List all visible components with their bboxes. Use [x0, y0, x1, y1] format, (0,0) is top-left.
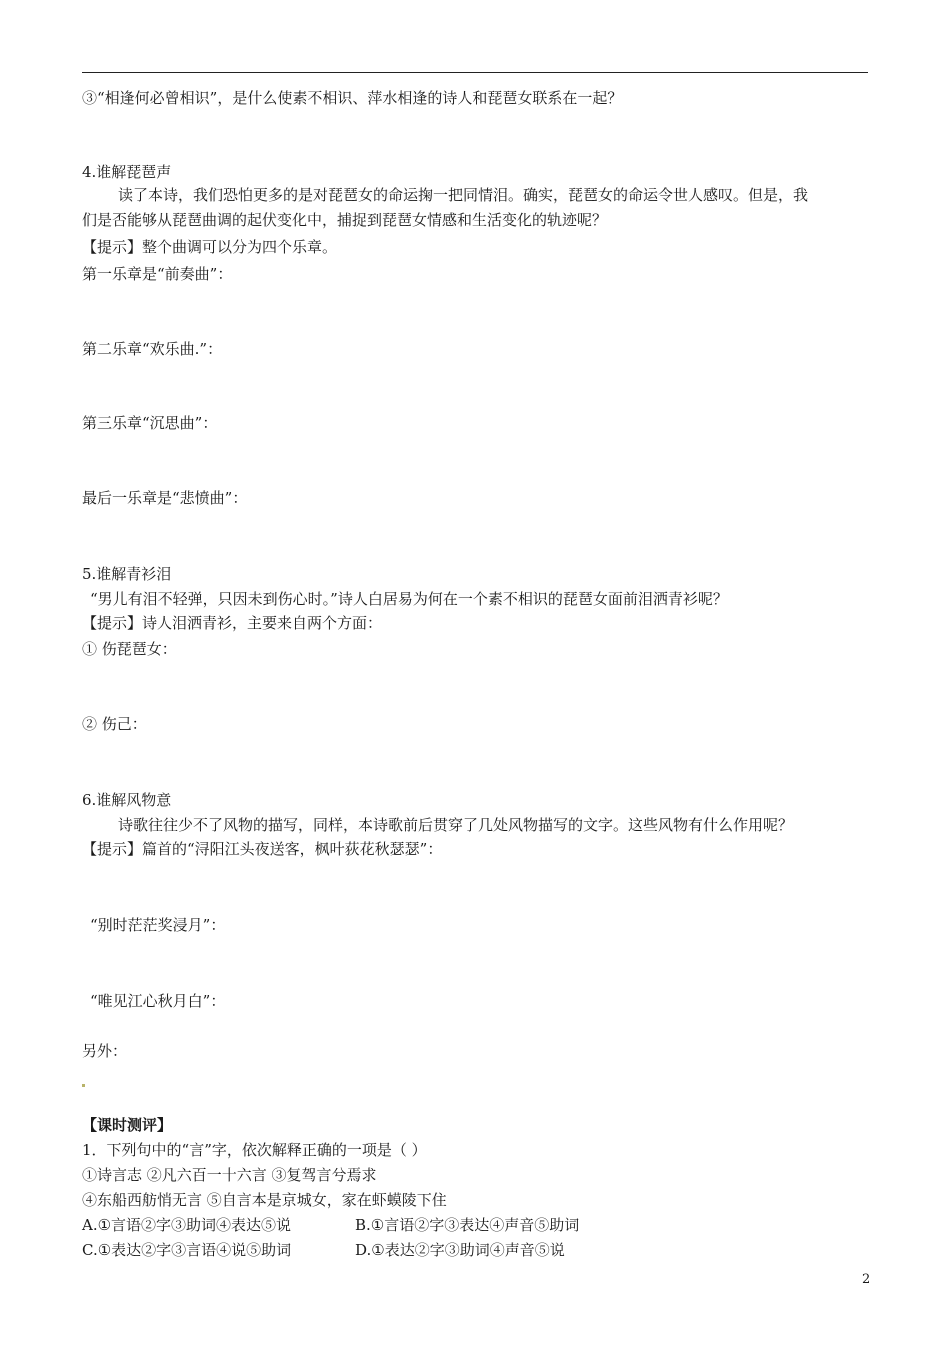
section-5-hint: 【提示】诗人泪洒青衫，主要来自两个方面： — [82, 614, 383, 632]
section-4-title: 4.谁解琵琶声 — [82, 163, 172, 181]
option-b: B.①言语②字③表达④声音⑤助词 — [355, 1216, 580, 1234]
movement-2: 第二乐章“欢乐曲.”： — [82, 340, 223, 358]
section-5-aspect-2: ② 伤己： — [82, 715, 147, 733]
test-heading: 【课时测评】 — [82, 1116, 173, 1134]
question-3: ③“相逢何必曾相识”，是什么使素不相识、萍水相逢的诗人和琵琶女联系在一起？ — [82, 89, 623, 107]
section-5-question: “男儿有泪不轻弹，只因未到伤心时。”诗人白居易为何在一个素不相识的琵琶女面前泪洒青衫呢？ — [90, 590, 728, 608]
section-6-other: 另外： — [82, 1042, 128, 1060]
section-4-hint: 【提示】整个曲调可以分为四个乐章。 — [82, 238, 338, 256]
section-6-quote-a: “别时茫茫奖浸月”： — [90, 916, 226, 934]
section-4-line-1: 读了本诗，我们恐怕更多的是对琵琶女的命运掬一把同情泪。确实，琵琶女的命运令世人感叹。但是，我 — [118, 186, 809, 204]
section-5-title: 5.谁解青衫泪 — [82, 565, 172, 583]
option-a: A.①言语②字③助词④表达⑤说 — [82, 1216, 292, 1234]
test-question-1: 1．下列句中的“言”字，依次解释正确的一项是（ ） — [82, 1141, 427, 1159]
test-sentences-row-2-text: ④东船西舫悄无言 ⑤自言本是京城女，家在虾蟆陵下住 — [82, 1191, 447, 1209]
test-sentences-row-2 — [82, 1190, 447, 1210]
movement-1: 第一乐章是“前奏曲”： — [82, 265, 233, 283]
page-number: 2 — [862, 1272, 871, 1287]
header-rule — [82, 72, 868, 73]
section-4-line-2: 们是否能够从琵琶曲调的起伏变化中，捕捉到琵琶女情感和生活变化的轨迹呢？ — [82, 211, 608, 229]
section-6-quote-b: “唯见江心秋月白”： — [90, 992, 226, 1010]
option-c: C.①表达②字③言语④说⑤助词 — [82, 1241, 292, 1259]
section-6-title: 6.谁解风物意 — [82, 791, 172, 809]
movement-3: 第三乐章“沉思曲”： — [82, 414, 218, 432]
stray-mark — [82, 1084, 85, 1087]
section-6-question: 诗歌往往少不了风物的描写，同样，本诗歌前后贯穿了几处风物描写的文字。这些风物有什么作用呢？ — [118, 816, 794, 834]
option-d: D.①表达②字③助词④声音⑤说 — [355, 1241, 565, 1259]
test-sentences-row-1-text: ①诗言志 ②凡六百一十六言 ③复驾言兮焉求 — [82, 1166, 377, 1184]
section-5-aspect-1: ① 伤琵琶女： — [82, 640, 177, 658]
movement-4: 最后一乐章是“悲愤曲”： — [82, 489, 248, 507]
section-4-paragraph — [82, 183, 868, 233]
section-6-hint: 【提示】篇首的“浔阳江头夜送客，枫叶荻花秋瑟瑟”： — [82, 840, 443, 858]
test-sentences-row-1 — [82, 1165, 377, 1185]
